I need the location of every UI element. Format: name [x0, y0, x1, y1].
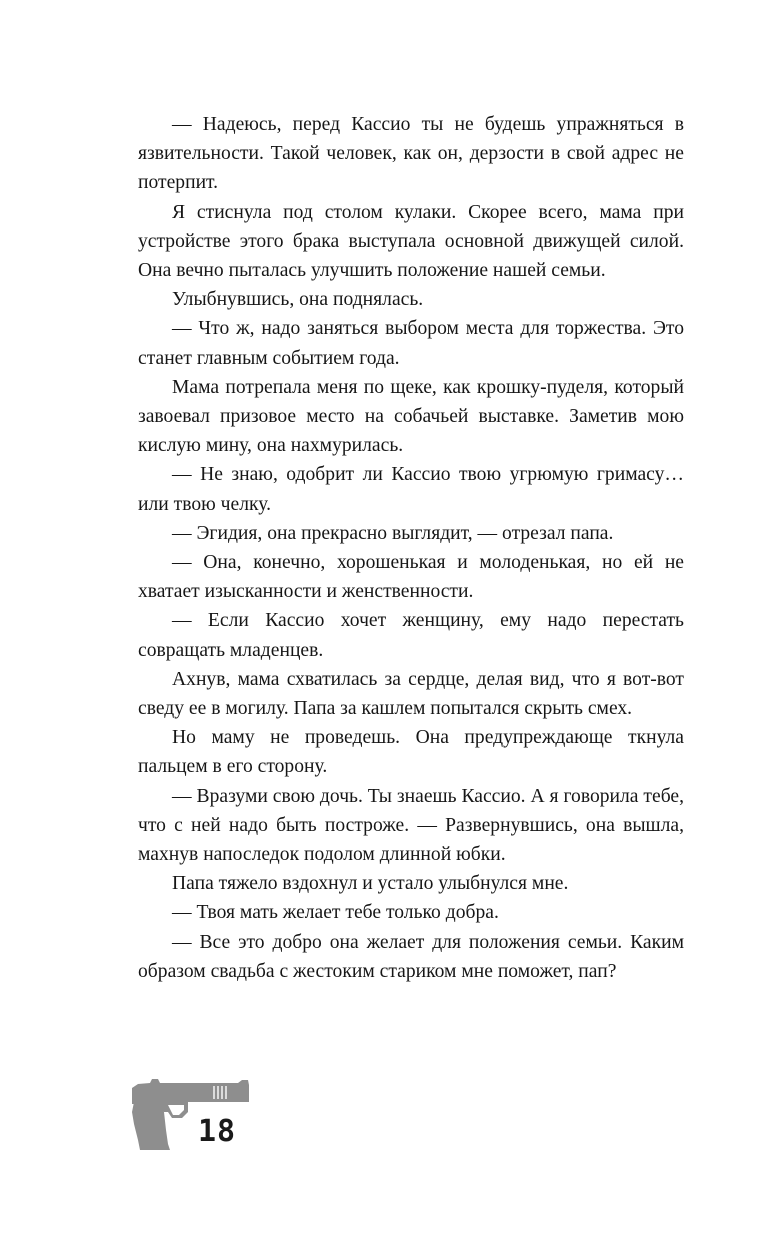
paragraph: — Твоя мать желает тебе только добра.: [172, 902, 499, 924]
paragraph: Я стиснула под столом кулаки. Скорее всего, мама при устройстве этого брака выступала основной движущей силой. Она вечно пыталась улучшить положение нашей семьи.: [138, 201, 684, 282]
paragraph: Мама потрепала меня по щеке, как крошку-пуделя, который завоевал призовое место на собачьей выставке. Заметив мою кислую мину, она нахмурилась.: [138, 376, 684, 457]
paragraph: Ахнув, мама схватилась за сердце, делая вид, что я вот-вот сведу ее в могилу. Папа за кашлем попытался скрыть смех.: [138, 668, 684, 720]
body-text: [138, 110, 684, 986]
paragraph: — Она, конечно, хорошенькая и молоденькая, но ей не хватает изысканности и женственности.: [138, 552, 684, 603]
paragraph: — Все это добро она желает для положения семьи. Каким образом свадьба с жестоким стариком мне поможет, пап?: [138, 931, 684, 982]
paragraph: Но маму не проведешь. Она предупреждающе ткнула пальцем в его сторону.: [138, 727, 684, 778]
paragraph: Папа тяжело вздохнул и устало улыбнулся мне.: [172, 873, 569, 895]
paragraph: — Надеюсь, перед Кассио ты не будешь упражняться в язвительности. Такой человек, как он, дерзости в свой адрес не потерпит.: [138, 114, 684, 194]
paragraph: — Эгидия, она прекрасно выглядит, — отрезал папа.: [172, 522, 614, 544]
page-folio: [128, 1072, 268, 1162]
paragraph: — Если Кассио хочет женщину, ему надо перестать совращать младенцев.: [138, 610, 684, 661]
paragraph: Улыбнувшись, она поднялась.: [172, 289, 424, 311]
pistol-icon: [128, 1072, 258, 1152]
paragraph: — Не знаю, одобрит ли Кассио твою угрюмую гримасу… или твою челку.: [138, 464, 684, 515]
paragraph: — Вразуми свою дочь. Ты знаешь Кассио. А я говорила тебе, что с ней надо быть построже. — Развернувшись, она вышла, махнув напоследок подолом длинной юбки.: [138, 785, 684, 866]
paragraph: — Что ж, надо заняться выбором места для торжества. Это станет главным событием года.: [138, 318, 684, 369]
page-number: 18: [198, 1114, 237, 1149]
